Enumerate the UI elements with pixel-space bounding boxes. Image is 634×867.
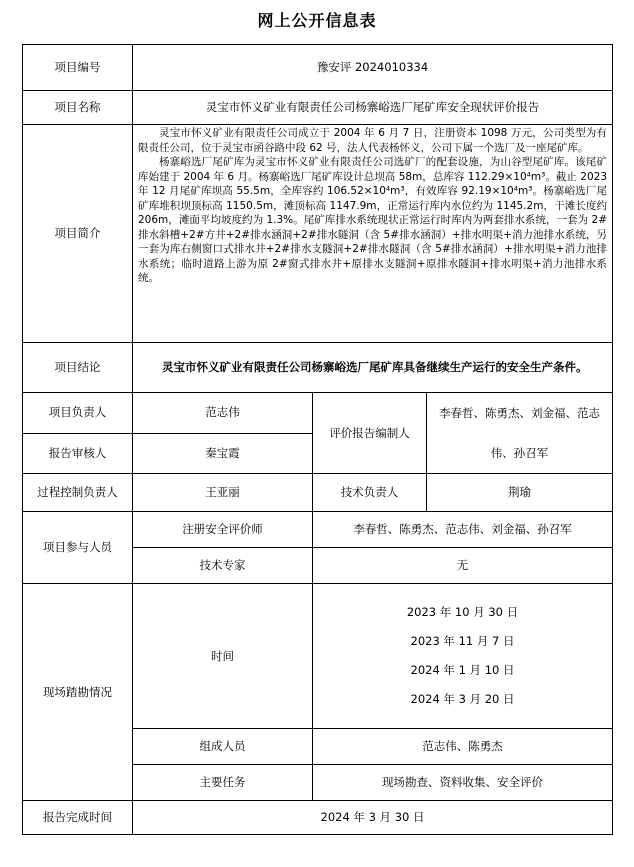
value-survey-team: 范志伟、陈勇杰 (313, 729, 613, 765)
row-project-name (23, 91, 613, 125)
row-completion-time (23, 801, 613, 835)
value-project-name: 灵宝市怀义矿业有限责任公司杨寨峪选厂尾矿库安全现状评价报告 (133, 91, 613, 125)
value-process-controller: 王亚丽 (133, 474, 313, 512)
value-tech-lead: 荆瑜 (427, 474, 613, 512)
label-tech-lead: 技术负责人 (313, 474, 427, 512)
row-project-conclusion (23, 343, 613, 393)
document-title: 网上公开信息表 (257, 11, 377, 30)
label-report-authors: 评价报告编制人 (313, 393, 427, 474)
value-survey-tasks: 现场勘查、资料收集、安全评价 (313, 765, 613, 801)
survey-date: 2023 年 11 月 7 日 (410, 634, 515, 648)
label-tech-experts: 技术专家 (133, 548, 313, 584)
label-project-name: 项目名称 (23, 91, 133, 125)
intro-paragraph-1: 灵宝市怀义矿业有限责任公司成立于 2004 年 6 月 7 日，注册资本 1098 万元，公司类型为有限责任公司，位于灵宝市函谷路中段 62 号，法人代表杨怀义，公司下属一个选厂及一座尾矿库。 (138, 127, 607, 154)
label-project-no: 项目编号 (23, 45, 133, 91)
label-survey-time: 时间 (133, 584, 313, 729)
value-project-no: 豫安评 2024010334 (133, 45, 613, 91)
value-survey-dates (313, 584, 613, 729)
label-project-leader: 项目负责人 (23, 393, 133, 434)
label-process-controller: 过程控制负责人 (23, 474, 133, 512)
report-authors-line-2: 伟、孙召军 (490, 446, 549, 460)
label-report-reviewer: 报告审核人 (23, 433, 133, 474)
row-project-leader (23, 393, 613, 434)
value-tech-experts: 无 (313, 548, 613, 584)
value-project-intro (133, 125, 613, 343)
value-report-reviewer: 秦宝霞 (133, 433, 313, 474)
value-registered-assessors: 李春哲、陈勇杰、范志伟、刘金福、孙召军 (313, 512, 613, 548)
value-completion-time: 2024 年 3 月 30 日 (133, 801, 613, 835)
label-survey-team: 组成人员 (133, 729, 313, 765)
survey-date: 2024 年 3 月 20 日 (410, 692, 515, 706)
row-registered-assessors (23, 512, 613, 548)
report-authors-line-1: 李春哲、陈勇杰、刘金福、范志 (439, 406, 600, 420)
row-project-intro (23, 125, 613, 343)
label-participants: 项目参与人员 (23, 512, 133, 584)
row-project-no (23, 45, 613, 91)
conclusion-text: 灵宝市怀义矿业有限责任公司杨寨峪选厂尾矿库具备继续生产运行的安全生产条件。 (162, 360, 588, 374)
label-completion-time: 报告完成时间 (23, 801, 133, 835)
label-survey-tasks: 主要任务 (133, 765, 313, 801)
row-survey-time (23, 584, 613, 729)
value-project-leader: 范志伟 (133, 393, 313, 434)
label-project-intro: 项目简介 (23, 125, 133, 343)
info-table (22, 44, 613, 835)
intro-paragraph-2: 杨寨峪选厂尾矿库为灵宝市怀义矿业有限责任公司选矿厂的配套设施，为山谷型尾矿库。该尾矿库始建于 2004 年 6 月。杨寨峪选厂尾矿库设计总坝高 58m，总库容 112.29×10⁴m³。截止 2023 年 12 月尾矿库坝高 55.5m，全库容约 106.52×10⁴m³，有效库容 92.19×10⁴m³。杨寨峪选厂尾矿库堆积坝顶标高 1150.5m，滩顶标高 1147.9m，正常运行库内水位约为 1145.2m，干滩长度约206m，滩面平均坡度约为 1.3%。尾矿库排水系统现状正常运行时库内为两套排水系统，一套为 2#排水斜槽+2#方井+2#排水涵洞+2#排水隧洞（含 5#排水涵洞）+排水明渠+消力池排水系统，另一套为库右侧窗口式排水井+2#排水支隧洞+2#排水隧洞（含 5#排水涵洞）+排水明渠+消力池排水系统；临时道路上游为原 2#窗式排水井+原排水支隧洞+原排水隧洞+排水明渠+消力池排水系统。 (138, 156, 607, 284)
label-project-conclusion: 项目结论 (23, 343, 133, 393)
survey-date: 2024 年 1 月 10 日 (410, 663, 515, 677)
label-site-survey: 现场踏勘情况 (23, 584, 133, 801)
label-registered-assessors: 注册安全评价师 (133, 512, 313, 548)
value-project-conclusion (133, 343, 613, 393)
survey-date: 2023 年 10 月 30 日 (406, 605, 519, 619)
row-process-controller (23, 474, 613, 512)
value-report-authors (427, 393, 613, 474)
